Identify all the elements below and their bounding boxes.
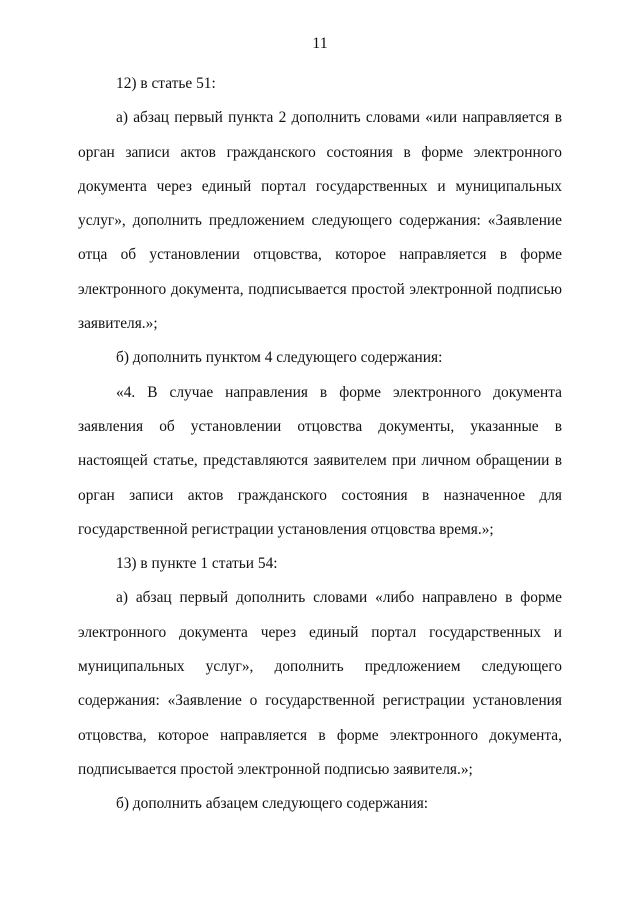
item-13-subpoint-a: а) абзац первый дополнить словами «либо направлено в форме электронного документа через единый портал государственных и муниципальных услуг», дополнить предложением следующего содержания: «Заявление о государственной регистрации установления отцовства, которое направляется в форме электронного документа, подписывается простой электронной подписью заявителя.»;: [78, 589, 562, 778]
page-number: 11: [312, 35, 328, 52]
item-13-heading: 13) в пункте 1 статьи 54:: [116, 555, 278, 573]
item-12-subpoint-b: б) дополнить пунктом 4 следующего содержания:: [116, 349, 443, 367]
item-12-subpoint-a: а) абзац первый пункта 2 дополнить словами «или направляется в орган записи актов гражданского состояния в форме электронного документа через единый портал государственных и муниципальных услуг», дополнить предложением следующего содержания: «Заявление отца об установлении отцовства, которое направляется в форме электронного документа, подписывается простой электронной подписью заявителя.»;: [78, 109, 562, 333]
item-13-subpoint-b: б) дополнить абзацем следующего содержания:: [116, 795, 429, 813]
item-12-point-4-text: «4. В случае направления в форме электронного документа заявления об установлении отцовства документы, указанные в настоящей статье, представляются заявителем при личном обращении в орган записи актов гражданского состояния в назначенное для государственной регистрации установления отцовства время.»;: [78, 383, 562, 538]
item-12-heading: 12) в статье 51:: [116, 75, 216, 92]
document-body: [78, 67, 562, 822]
